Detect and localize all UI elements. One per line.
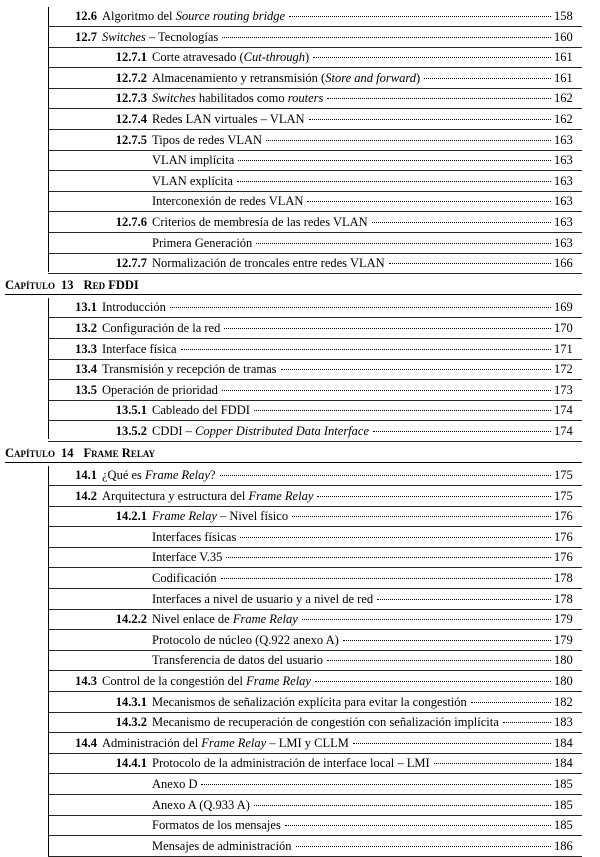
page-number: 179	[554, 612, 573, 627]
toc-entry[interactable]	[0, 610, 600, 628]
toc-entry[interactable]	[0, 713, 600, 731]
toc-entry[interactable]	[0, 754, 600, 772]
section-number: 13.4	[75, 362, 97, 377]
dot-leader	[170, 307, 551, 308]
row-rule	[48, 273, 582, 274]
toc-entry[interactable]	[0, 466, 600, 484]
toc-entry[interactable]	[0, 381, 600, 399]
dot-leader	[327, 98, 551, 99]
toc-entry[interactable]	[0, 48, 600, 66]
page-number: 179	[554, 632, 573, 647]
page-number: 178	[554, 591, 573, 606]
row-rule	[48, 441, 582, 442]
dot-leader	[285, 825, 551, 826]
page-number: 161	[554, 70, 573, 85]
section-number: 14.4	[75, 735, 97, 750]
page-number: 176	[554, 529, 573, 544]
page-number: 158	[554, 9, 573, 23]
chapter-heading	[5, 445, 582, 463]
section-title: VLAN implícita	[152, 153, 235, 168]
section-number: 13.1	[75, 300, 97, 315]
section-number: 12.7.7	[115, 256, 147, 271]
section-title: Configuración de la red	[102, 320, 221, 335]
page-number: 166	[554, 256, 573, 271]
margin-rule	[48, 298, 49, 439]
dot-leader	[424, 78, 551, 79]
section-title: Protocolo de la administración de interface local – LMI	[152, 756, 430, 771]
section-number: 14.2	[75, 488, 97, 503]
section-number: 13.5.1	[115, 403, 147, 418]
section-number: 12.7.5	[115, 132, 147, 147]
section-title: Cableado del FDDI	[152, 403, 250, 418]
toc-entry[interactable]	[0, 651, 600, 669]
section-title: Tipos de redes VLAN	[152, 132, 263, 147]
dot-leader	[389, 263, 551, 264]
page-number: 175	[554, 468, 573, 482]
section-title: ¿Qué es Frame Relay?	[102, 468, 216, 482]
section-title: Almacenamiento y retransmisión (Store and forward)	[152, 70, 421, 85]
page-number: 163	[554, 235, 573, 250]
toc-entry[interactable]	[0, 172, 600, 190]
toc-entry[interactable]	[0, 837, 600, 855]
toc-entry[interactable]	[0, 528, 600, 546]
section-number: 12.7.4	[115, 112, 147, 126]
page-number: 174	[554, 403, 573, 418]
toc-entry[interactable]	[0, 734, 600, 752]
dot-leader	[372, 222, 551, 223]
toc-entry[interactable]	[0, 796, 600, 814]
toc-entry[interactable]	[0, 69, 600, 87]
toc-entry[interactable]	[0, 89, 600, 107]
section-title: Operación de prioridad	[102, 382, 218, 397]
dot-leader	[220, 475, 551, 476]
section-number: 12.7.6	[115, 215, 147, 229]
section-title: VLAN explícita	[152, 173, 233, 188]
toc-entry[interactable]	[0, 775, 600, 793]
section-title: Corte atravesado (Cut-through)	[152, 50, 310, 65]
section-title: Normalización de troncales entre redes VLAN	[152, 256, 385, 271]
section-number: 13.2	[75, 320, 97, 335]
section-title: Primera Generación	[152, 235, 253, 250]
section-title: Mensajes de administración	[152, 838, 292, 853]
toc-entry[interactable]	[0, 631, 600, 649]
page-number: 170	[554, 320, 573, 335]
chapter-title: Red FDDI	[83, 277, 139, 292]
section-title: Administración del Frame Relay – LMI y CLLM	[102, 735, 349, 750]
dot-leader	[266, 140, 551, 141]
section-number: 13.3	[75, 341, 97, 356]
dot-leader	[307, 201, 551, 202]
section-title: Nivel enlace de Frame Relay	[152, 612, 298, 627]
section-title: Interfaces a nivel de usuario y a nivel de red	[152, 591, 374, 606]
page-number: 180	[554, 674, 573, 688]
toc-entry[interactable]	[0, 213, 600, 231]
section-title: Codificación	[152, 571, 217, 585]
chapter-title: Frame Relay	[83, 445, 156, 460]
toc-entry[interactable]	[0, 507, 600, 525]
toc-entry[interactable]	[0, 7, 600, 25]
toc-entry[interactable]	[0, 298, 600, 316]
page-number: 185	[554, 797, 573, 812]
dot-leader	[377, 599, 551, 600]
toc-entry[interactable]	[0, 131, 600, 149]
section-number: 14.2.2	[115, 612, 147, 627]
toc-entry[interactable]	[0, 816, 600, 834]
page-number: 172	[554, 362, 573, 377]
page-number: 162	[554, 91, 573, 106]
dot-leader	[181, 349, 551, 350]
page-number: 175	[554, 488, 573, 503]
dot-leader	[238, 160, 551, 161]
page-number: 163	[554, 173, 573, 188]
section-title: Switches habilitados como routers	[152, 91, 324, 106]
section-number: 12.7.2	[115, 70, 147, 85]
margin-rule	[48, 466, 49, 856]
chapter-number: 14	[61, 445, 74, 460]
toc-entry[interactable]	[0, 590, 600, 608]
section-title: Interconexión de redes VLAN	[152, 194, 304, 209]
page-number: 176	[554, 550, 573, 565]
page-number: 160	[554, 29, 573, 44]
dot-leader	[201, 784, 551, 785]
dot-leader	[353, 743, 551, 744]
page-number: 185	[554, 777, 573, 791]
page-number: 178	[554, 571, 573, 585]
toc-entry[interactable]	[0, 110, 600, 128]
dot-leader	[296, 846, 551, 847]
dot-leader	[226, 557, 551, 558]
dot-leader	[222, 390, 551, 391]
toc-entry[interactable]	[0, 319, 600, 337]
chapter-label: Capítulo	[5, 445, 56, 460]
page-number: 163	[554, 132, 573, 147]
dot-leader	[302, 619, 551, 620]
margin-rule	[48, 7, 49, 272]
dot-leader	[434, 763, 551, 764]
dot-leader	[254, 410, 551, 411]
section-title: Frame Relay – Nivel físico	[152, 509, 289, 524]
dot-leader	[237, 181, 551, 182]
page-number: 163	[554, 194, 573, 209]
toc-entry[interactable]	[0, 28, 600, 46]
page-number: 163	[554, 153, 573, 168]
dot-leader	[292, 516, 551, 517]
toc-entry[interactable]	[0, 192, 600, 210]
dot-leader	[240, 537, 551, 538]
section-title: Switches – Tecnologías	[102, 29, 219, 44]
page-number: 184	[554, 756, 573, 771]
dot-leader	[471, 702, 551, 703]
toc-entry[interactable]	[0, 360, 600, 378]
section-number: 13.5	[75, 382, 97, 397]
dot-leader	[281, 369, 552, 370]
section-number: 14.3.1	[115, 694, 147, 709]
section-title: Anexo A (Q.933 A)	[152, 797, 250, 812]
toc-entry[interactable]	[0, 672, 600, 690]
section-number: 14.2.1	[115, 509, 147, 524]
section-number: 12.7	[75, 29, 97, 44]
page-number: 171	[554, 341, 573, 356]
dot-leader	[221, 578, 551, 579]
chapter-heading	[5, 277, 582, 295]
section-title: Interface V.35	[152, 550, 223, 565]
page-number: 185	[554, 818, 573, 833]
dot-leader	[503, 722, 551, 723]
section-title: Arquitectura y estructura del Frame Relay	[102, 488, 314, 503]
section-title: Introducción	[102, 300, 166, 315]
toc-entry[interactable]	[0, 254, 600, 272]
section-title: Formatos de los mensajes	[152, 818, 281, 833]
section-number: 14.3.2	[115, 715, 147, 730]
toc-entry[interactable]	[0, 401, 600, 419]
section-title: Mecanismo de recuperación de congestión con señalización implícita	[152, 715, 499, 730]
section-title: Algoritmo del Source routing bridge	[102, 9, 286, 23]
section-title: Redes LAN virtuales – VLAN	[152, 112, 305, 126]
toc-entry[interactable]	[0, 693, 600, 711]
toc-entry[interactable]	[0, 548, 600, 566]
section-number: 12.6	[75, 9, 97, 23]
section-number: 12.7.1	[115, 50, 147, 65]
section-title: Criterios de membresía de las redes VLAN	[152, 215, 368, 229]
section-number: 14.1	[75, 468, 97, 482]
page-number: 183	[554, 715, 573, 730]
section-title: Anexo D	[152, 777, 198, 791]
section-number: 14.4.1	[115, 756, 147, 771]
dot-leader	[317, 496, 551, 497]
dot-leader	[343, 640, 551, 641]
dot-leader	[313, 57, 551, 58]
page-number: 174	[554, 423, 573, 438]
section-title: Interfaces físicas	[152, 529, 237, 544]
section-number: 13.5.2	[115, 423, 147, 438]
section-title: Protocolo de núcleo (Q.922 anexo A)	[152, 632, 339, 647]
chapter-label: Capítulo	[5, 277, 56, 292]
page-number: 173	[554, 382, 573, 397]
toc-entry[interactable]	[0, 234, 600, 252]
section-title: Mecanismos de señalización explícita para evitar la congestión	[152, 694, 467, 709]
page-number: 162	[554, 112, 573, 126]
dot-leader	[309, 119, 551, 120]
section-number: 14.3	[75, 674, 97, 688]
section-number: 12.7.3	[115, 91, 147, 106]
page-number: 161	[554, 50, 573, 65]
toc-entry[interactable]	[0, 422, 600, 440]
toc-entry[interactable]	[0, 569, 600, 587]
section-title: Transmisión y recepción de tramas	[102, 362, 277, 377]
dot-leader	[373, 431, 551, 432]
toc-entry[interactable]	[0, 340, 600, 358]
section-title: Interface física	[102, 341, 177, 356]
page-number: 184	[554, 735, 573, 750]
dot-leader	[289, 16, 551, 17]
toc-entry[interactable]	[0, 487, 600, 505]
section-title: CDDI – Copper Distributed Data Interface	[152, 423, 370, 438]
page-number: 169	[554, 300, 573, 315]
section-title: Control de la congestión del Frame Relay	[102, 674, 311, 688]
page-number: 180	[554, 653, 573, 668]
dot-leader	[224, 328, 551, 329]
section-title: Transferencia de datos del usuario	[152, 653, 324, 668]
chapter-number: 13	[61, 277, 74, 292]
page-number: 163	[554, 215, 573, 229]
page-number: 186	[554, 838, 573, 853]
page-number: 176	[554, 509, 573, 524]
dot-leader	[222, 37, 551, 38]
dot-leader	[254, 805, 551, 806]
toc-entry[interactable]	[0, 151, 600, 169]
dot-leader	[256, 243, 551, 244]
page-number: 182	[554, 694, 573, 709]
dot-leader	[327, 660, 551, 661]
dot-leader	[315, 681, 551, 682]
